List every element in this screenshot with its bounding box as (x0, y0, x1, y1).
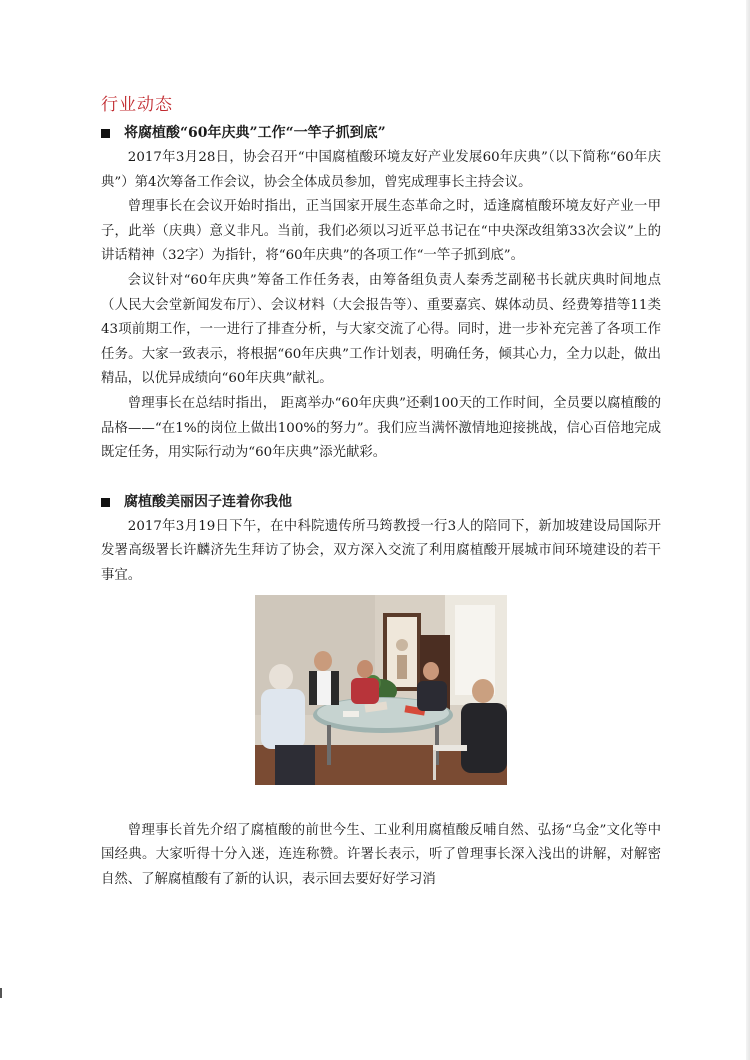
photo-spacer (101, 785, 661, 819)
article1-paragraph-1: 2017年3月28日，协会召开“中国腐植酸环境友好产业发展60年庆典”（以下简称“60年庆典”）第4次筹备工作会议，协会全体成员参加，曾宪成理事长主持会议。 (101, 150, 661, 190)
article2-paragraph-1: 2017年3月19日下午，在中科院遗传所马筠教授一行3人的陪同下，新加坡建设局国际开发署高级署长许麟济先生拜访了协会，双方深入交流了利用腐植酸开展城市间环境建设的若干事宜。 (101, 518, 661, 583)
article1-headline (101, 121, 661, 146)
page-edge-shadow (746, 0, 750, 1060)
meeting-photo (255, 595, 507, 785)
page-content (101, 93, 661, 892)
section-title: 行业动态 (101, 95, 173, 115)
bullet-square-icon (101, 498, 110, 507)
article2-headline (101, 490, 661, 515)
article2-headline-text: 腐植酸美丽因子连着你我他 (124, 493, 292, 510)
section-spacer (101, 466, 661, 490)
article1-paragraph-2: 曾理事长在会议开始时指出，正当国家开展生态革命之时，适逢腐植酸环境友好产业一甲子，此举（庆典）意义非凡。当前，我们必须以习近平总书记在“中央深改组第33次会议”上的讲话精神（32字）为指针，将“60年庆典”的各项工作“一竿子抓到底”。 (101, 199, 661, 264)
article1-paragraph-3: 会议针对“60年庆典”筹备工作任务表，由筹备组负责人秦秀芝副秘书长就庆典时间地点（人民大会堂新闻发布厅）、会议材料（大会报告等）、重要嘉宾、媒体动员、经费筹措等11类43项前期工作，一一进行了排查分析，与大家交流了心得。同时，进一步补充完善了各项工作任务。大家一致表示，将根据“60年庆典”工作计划表，明确任务，倾其心力，全力以赴，做出精品，以优异成绩向“60年庆典”献礼。 (101, 272, 661, 387)
bullet-square-icon (101, 129, 110, 138)
article1-paragraph-4: 曾理事长在总结时指出， 距离举办“60年庆典”还剩100天的工作时间，全员要以腐植酸的品格——“在1%的岗位上做出100%的努力”。我们应当满怀激情地迎接挑战，信心百倍地完成既定任务，用实际行动为“60年庆典”添光献彩。 (101, 395, 661, 461)
page-margin-mark (0, 988, 2, 998)
article1-headline-text: 将腐植酸“60年庆典”工作“一竿子抓到底” (124, 125, 386, 141)
article2-paragraph-2: 曾理事长首先介绍了腐植酸的前世今生、工业利用腐植酸反哺自然、弘扬“乌金”文化等中国经典。大家听得十分入迷，连连称赞。许署长表示，听了曾理事长深入浅出的讲解，对解密自然、了解腐植酸有了新的认识，表示回去要好好学习消 (101, 822, 661, 887)
